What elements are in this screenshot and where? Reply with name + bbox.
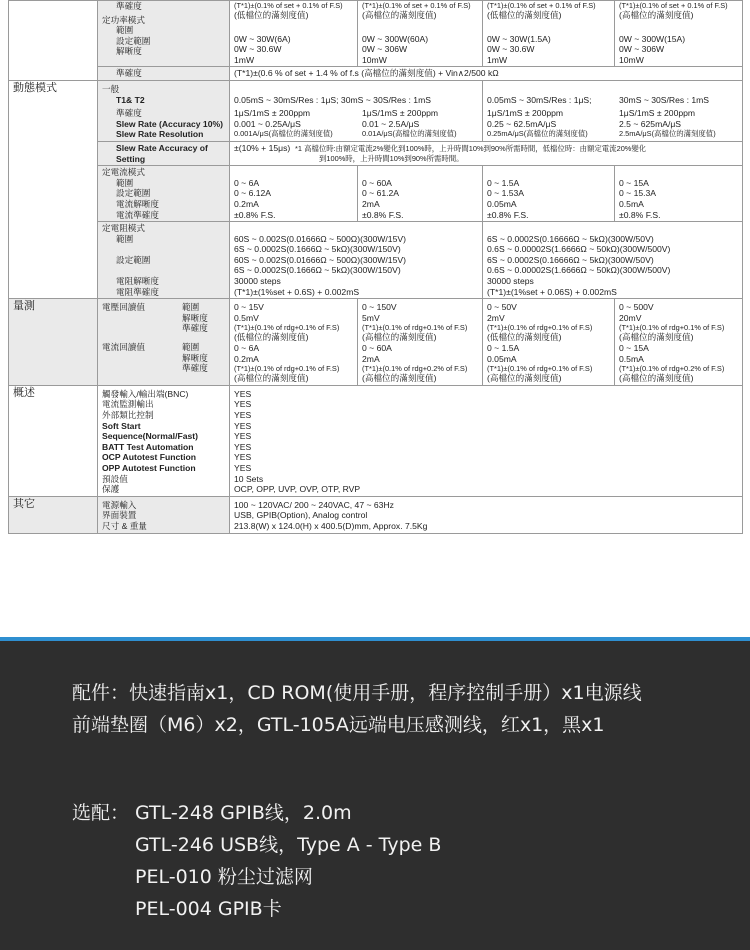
value: 1μS/1mS ± 200ppm [234, 108, 311, 119]
value: (高檔位的滿刻度值) [487, 373, 562, 384]
value-cell [230, 67, 743, 81]
value: ±0.8% F.S. [487, 209, 529, 220]
value: 0.01 ~ 2.5A/μS [362, 118, 420, 129]
label: 準確度 [116, 68, 142, 79]
value: 2.5 ~ 625mA/μS [619, 118, 682, 129]
value: 10mW [362, 54, 387, 65]
label: 準確度 [116, 1, 142, 11]
value: 100 ~ 120VAC/ 200 ~ 240VAC, 47 ~ 63Hz [234, 499, 394, 510]
value: (低檔位的滿刻度值) [234, 10, 309, 20]
table-row [9, 385, 743, 496]
value: YES [234, 388, 252, 399]
accessories-line-2: 前端垫圈（M6）x2，GTL-105A远端电压感测线，红x1，黑x1 [72, 714, 605, 736]
value-cell [483, 80, 743, 141]
value-cell [615, 166, 743, 222]
label: 電阻解晰度 [116, 276, 159, 287]
value: (T*1)±(0.1% of rdg+0.1% of F.S) [487, 364, 593, 374]
value: 0W ~ 300W(15A) [619, 33, 686, 44]
category-other: 其它 [9, 496, 98, 533]
label: 範圍 [116, 25, 134, 36]
label: 設定範圍 [116, 188, 151, 199]
value: (T*1)±(0.1% of set + 0.1% of F.S) [234, 1, 343, 10]
value: ±0.8% F.S. [234, 209, 276, 220]
value: 0 ~ 61.2A [362, 188, 400, 199]
label: 範圍 [116, 233, 134, 244]
value: 0.001A/μS(高檔位的滿刻度值) [234, 129, 333, 139]
value: 1μS/1mS ± 200ppm [487, 108, 564, 119]
label: 定功率模式 [102, 14, 145, 25]
value: 0 ~ 1.5A [487, 177, 520, 188]
value: 0 ~ 15A [619, 177, 649, 188]
label: BATT Test Automation [102, 441, 194, 452]
accessories-line-1: 配件：快速指南x1，CD ROM(使用手册，程序控制手册）x1电源线 [72, 682, 642, 704]
label: 範圍 [182, 342, 200, 353]
value: 30000 steps [487, 276, 534, 287]
table-row [9, 1, 743, 67]
category-dynamic: 動態模式 [9, 80, 98, 298]
row-labels [98, 80, 230, 141]
value: (T*1)±(0.1% of rdg+0.1% of F.S) [234, 364, 340, 374]
value: 30000 steps [234, 276, 281, 287]
value: YES [234, 420, 252, 431]
value: 0 ~ 1.5A [487, 343, 520, 354]
value: (T*1)±(0.1% of set + 0.1% of F.S) [619, 1, 728, 10]
value: 1μS/1mS ± 200ppm [619, 108, 696, 119]
value: (T*1)±(0.1% of rdg+0.1% of F.S) [234, 323, 340, 333]
value: 30mS ~ 30S/Res : 1mS [619, 94, 710, 105]
label: Slew Rate Resolution [116, 129, 204, 140]
value: 0.25mA/μS(高檔位的滿刻度值) [487, 129, 588, 139]
label: 尺寸 & 重量 [102, 520, 147, 531]
label: 設定範圍 [116, 35, 151, 46]
label: 範圍 [116, 177, 134, 188]
option-item: PEL-004 GPIB卡 [135, 898, 282, 920]
value: (T*1)±(0.6 % of set + 1.4 % of f.s (高檔位的滿刻度值) + Vin∧2/500 kΩ [234, 68, 499, 79]
value: (T*1)±(0.1% of rdg+0.1% of F.S) [362, 323, 468, 333]
value: 0.25 ~ 62.5mA/μS [487, 118, 557, 129]
value: 2mA [362, 353, 380, 364]
value: 0W ~ 306W [362, 44, 408, 55]
label: 定電阻模式 [102, 223, 145, 234]
value: (高檔位的滿刻度值) [362, 373, 437, 384]
label: 電壓回讀值 [102, 302, 145, 313]
value-cell [230, 166, 358, 222]
value: 5mV [362, 312, 380, 323]
value: (高檔位的滿刻度值) [619, 373, 694, 384]
value: 1mW [487, 54, 508, 65]
value: 0 ~ 15V [234, 302, 264, 313]
value-cell [230, 299, 358, 386]
value: 0 ~ 15.3A [619, 188, 657, 199]
value: 6S ~ 0.0002S(0.1666Ω ~ 5kΩ)(300W/150V) [234, 265, 401, 276]
row-labels [98, 299, 230, 386]
value: 2mA [362, 198, 380, 209]
value-cell [483, 166, 615, 222]
value: 2mV [487, 312, 505, 323]
value: YES [234, 410, 252, 420]
label: Slew Rate (Accuracy 10%) [116, 118, 223, 129]
accessories-panel [0, 641, 750, 950]
value: 1μS/1mS ± 200ppm [362, 108, 439, 119]
value-cell [615, 1, 743, 67]
value-cell [230, 80, 483, 141]
value: (T*1)±(0.1% of rdg+0.2% of F.S) [362, 364, 468, 374]
value: ±0.8% F.S. [362, 209, 404, 220]
value: 0.05mS ~ 30mS/Res : 1μS; 30mS ~ 30S/Res : 1mS [234, 94, 431, 105]
value: 0.05mA [487, 353, 517, 364]
value: (高檔位的滿刻度值) [619, 332, 694, 343]
label: 設定範圍 [116, 254, 151, 265]
table-row [9, 222, 743, 299]
category-cell [9, 1, 98, 81]
label: 電流回讀值 [102, 342, 145, 353]
value: YES [234, 462, 252, 473]
label: 電流準確度 [116, 209, 159, 220]
label: 界面裝置 [102, 510, 137, 521]
value: USB, GPIB(Option), Analog control [234, 510, 368, 521]
option-item: PEL-010 粉尘过滤网 [135, 866, 313, 888]
value: 6S ~ 0.0002S(0.1666Ω ~ 5kΩ)(300W/150V) [234, 244, 401, 255]
value: YES [234, 452, 252, 463]
value: 20mV [619, 312, 642, 323]
value: 0W ~ 30.6W [487, 44, 535, 55]
value: 60S ~ 0.002S(0.01666Ω ~ 500Ω)(300W/15V) [234, 254, 406, 265]
value: (低檔位的滿刻度值) [487, 10, 562, 20]
value-cell [230, 1, 358, 67]
value: (T*1)±(0.1% of rdg+0.1% of F.S) [487, 323, 593, 333]
value-cell [230, 141, 743, 165]
label: 範圍 [182, 302, 200, 313]
label: 準確度 [182, 323, 208, 334]
value-cell [230, 222, 483, 299]
value-cell [483, 299, 615, 386]
value-cell [483, 222, 743, 299]
label: Slew Rate Accuracy of [116, 142, 208, 153]
row-labels [98, 1, 230, 67]
value-cell [615, 299, 743, 386]
value: (T*1)±(0.1% of rdg+0.1% of F.S) [619, 323, 725, 333]
label: OPP Autotest Function [102, 462, 196, 473]
value: 0.2mA [234, 353, 259, 364]
row-labels [98, 385, 230, 496]
value: (低檔位的滿刻度值) [234, 332, 309, 343]
value: 0.5mV [234, 312, 259, 323]
note: 到100%時，上升時間10%到90%所需時間。 [319, 153, 464, 163]
value: (低檔位的滿刻度值) [487, 332, 562, 343]
value: (高檔位的滿刻度值) [234, 373, 309, 384]
table-row [9, 166, 743, 222]
value-cell [358, 166, 483, 222]
value: 2.5mA/μS(高檔位的滿刻度值) [619, 129, 716, 139]
row-labels [98, 166, 230, 222]
value: ±0.8% F.S. [619, 209, 661, 220]
row-labels [98, 222, 230, 299]
label: 預設值 [102, 473, 128, 484]
value: 0W ~ 30W(1.5A) [487, 33, 551, 44]
category-measure: 量測 [9, 299, 98, 386]
table-row [9, 67, 743, 81]
label: 電流解晰度 [116, 198, 159, 209]
value: 0.6S ~ 0.00002S(1.6666Ω ~ 50kΩ)(300W/500V) [487, 265, 671, 276]
value: 213.8(W) x 124.0(H) x 400.5(D)mm, Approx. 7.5Kg [234, 520, 428, 531]
value: (T*1)±(0.1% of rdg+0.2% of F.S) [619, 364, 725, 374]
value-cell [230, 496, 743, 533]
value: 0 ~ 15A [619, 343, 649, 354]
value: 0 ~ 50V [487, 302, 517, 313]
label: 電流監測輸出 [102, 399, 154, 410]
value: (高檔位的滿刻度值) [619, 10, 694, 20]
value: 0 ~ 60A [362, 177, 392, 188]
label: 電阻準確度 [116, 286, 159, 297]
label: 定電流模式 [102, 167, 145, 178]
table-row [9, 299, 743, 386]
label: T1& T2 [116, 94, 145, 105]
value: 0.6S ~ 0.00002S(1.6666Ω ~ 50kΩ)(300W/500V) [487, 244, 671, 255]
value: 0 ~ 6.12A [234, 188, 272, 199]
value: (T*1)±(0.1% of set + 0.1% of F.S) [362, 1, 471, 10]
note: *1 高檔位時:由額定電流2%變化到100%時，上升時間10%到90%所需時間，低檔位時：由額定電流20%變化 [295, 143, 647, 153]
value: 0.001 ~ 0.25A/μS [234, 118, 301, 129]
row-labels [98, 67, 230, 81]
value: 0 ~ 6A [234, 343, 260, 354]
label: Setting [116, 153, 146, 164]
spec-table [8, 0, 743, 534]
value: 1mW [234, 54, 255, 65]
value: (T*1)±(0.1% of set + 0.1% of F.S) [487, 1, 596, 10]
label: 準確度 [182, 363, 208, 374]
value: (高檔位的滿刻度值) [362, 332, 437, 343]
value: 0W ~ 30W(6A) [234, 33, 291, 44]
value: 0.05mA [487, 198, 517, 209]
table-row [9, 141, 743, 165]
option-item: GTL-246 USB线，Type A - Type B [135, 834, 442, 856]
value: (T*1)±(1%set + 0.06S) + 0.002mS [487, 286, 617, 297]
label: 準確度 [116, 108, 142, 119]
value: 60S ~ 0.002S(0.01666Ω ~ 500Ω)(300W/15V) [234, 233, 406, 244]
table-row [9, 80, 743, 141]
value: 6S ~ 0.0002S(0.16666Ω ~ 5kΩ)(300W/50V) [487, 233, 654, 244]
label: 觸發輸入/輸出端(BNC) [102, 388, 189, 399]
options-label: 选配： [72, 802, 130, 824]
value: 0.2mA [234, 198, 259, 209]
value-cell [230, 385, 743, 496]
value: 0W ~ 30.6W [234, 44, 282, 55]
value: 0W ~ 306W [619, 44, 665, 55]
label: 解晰度 [182, 312, 208, 323]
label: 保護 [102, 484, 120, 495]
option-item: GTL-248 GPIB线，2.0m [135, 802, 352, 824]
label: 電源輸入 [102, 499, 137, 510]
value: 0 ~ 1.53A [487, 188, 525, 199]
value: 0W ~ 300W(60A) [362, 33, 429, 44]
label: Sequence(Normal/Fast) [102, 431, 198, 442]
value: 6S ~ 0.0002S(0.16666Ω ~ 5kΩ)(300W/50V) [487, 254, 654, 265]
label: 外部類比控制 [102, 410, 154, 420]
value: 0.05mS ~ 30mS/Res : 1μS; [487, 94, 592, 105]
value: (T*1)±(1%set + 0.6S) + 0.002mS [234, 286, 360, 297]
label: 解晰度 [182, 352, 208, 363]
label: OCP Autotest Function [102, 452, 197, 463]
table-row [9, 496, 743, 533]
label: 解晰度 [116, 46, 142, 57]
value: 10 Sets [234, 473, 264, 484]
label: Soft Start [102, 420, 141, 431]
value: 0.5mA [619, 198, 644, 209]
value: ±(10% + 15μs) [234, 142, 291, 153]
value-cell [483, 1, 615, 67]
value: YES [234, 441, 252, 452]
value: (高檔位的滿刻度值) [362, 10, 437, 20]
value: 0.01A/μS(高檔位的滿刻度值) [362, 129, 457, 139]
value: 0.5mA [619, 353, 644, 364]
value: YES [234, 431, 252, 442]
value: OCP, OPP, UVP, OVP, OTP, RVP [234, 484, 361, 495]
value-cell [358, 299, 483, 386]
value: 0 ~ 60A [362, 343, 392, 354]
row-labels [98, 496, 230, 533]
value: YES [234, 399, 252, 410]
value: 0 ~ 6A [234, 177, 260, 188]
value: 0 ~ 500V [619, 302, 654, 313]
value: 0 ~ 150V [362, 302, 397, 313]
category-general: 概述 [9, 385, 98, 496]
label: 一般 [102, 83, 120, 94]
value-cell [358, 1, 483, 67]
value: 10mW [619, 54, 644, 65]
row-labels [98, 141, 230, 165]
